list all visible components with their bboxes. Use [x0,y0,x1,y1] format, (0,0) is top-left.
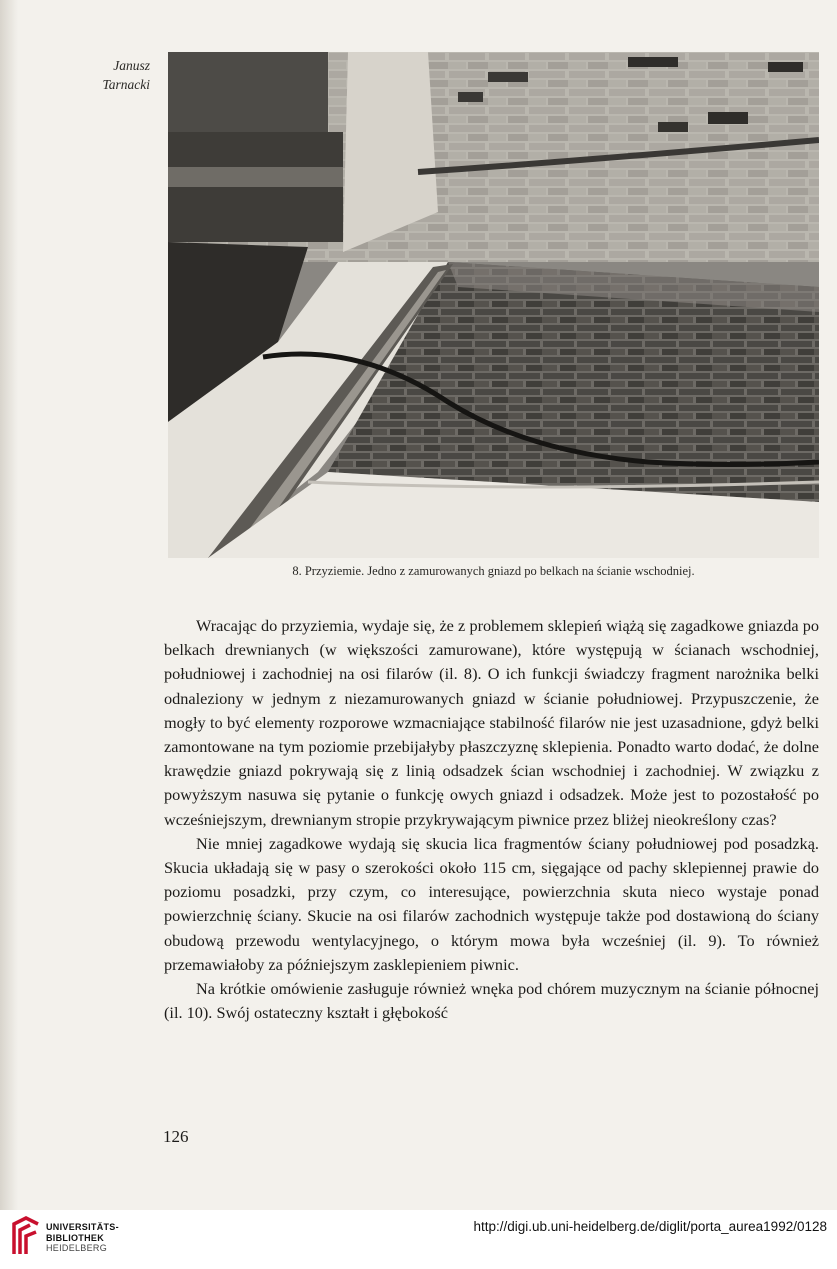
author-last-name: Tarnacki [102,77,150,92]
figure-photograph [168,52,819,558]
paragraph: Wracając do przyziemia, wydaje się, że z problemem sklepień wiążą się zagadkowe gniazda po belkach drewnianych (w większości zamurowane), które występują w ścianach wschodniej, południowej i zachodniej na osi filarów (il. 8). O ich funkcji świadczy fragment narożnika belki odnaleziony w jednym z niezamurowanych gniazd w ścianie południowej. Przypuszczenie, że mogły to być elementy rozporowe wzmacniające stabilność filarów nie jest uzasadnione, gdyż belki zamontowane na tym poziomie przebijałyby płaszczyznę sklepienia. Ponadto warto dodać, że dolne krawędzie gniazd pokrywają się z linią odsadzek ścian wschodniej i zachodniej. W związku z powyższym nasuwa się pytanie o funkcję owych gniazd i odsadzek. Może jest to pozostałość po wcześniejszym, drewnianym stropie przykrywającym piwnice przez bliżej nieokreślony czas? [164,616,819,829]
institution-name [46,1222,119,1254]
institution-line: UNIVERSITÄTS- [46,1222,119,1232]
source-url-link[interactable]: http://digi.ub.uni-heidelberg.de/diglit/porta_aurea1992/0128 [473,1219,827,1234]
basement-wall-photo [168,52,819,558]
paragraph: Nie mniej zagadkowe wydają się skucia lica fragmentów ściany południowej pod posadzką. Skucia układają się w pasy o szerokości około 115 cm, sięgające od pachy sklepiennej prawie do poziomu posadzki, przy czym, co interesujące, powierzchnia skuta nieco wystaje ponad powierzchnię ściany. Skucie na osi filarów zachodnich występuje także pod dostawioną do ściany obudową przewodu wentylacyjnego, o którym mowa była wcześniej (il. 9). To również przemawiałoby za późniejszym zasklepieniem piwnic. [164,833,819,974]
author-first-name: Janusz [113,58,150,73]
body-text [164,614,819,1025]
page-gutter-shadow [0,0,18,1210]
institution-line: HEIDELBERG [46,1243,108,1253]
institution-line: BIBLIOTHEK [46,1232,104,1243]
paragraph: Na krótkie omówienie zasługuje również wnęka pod chórem muzycznym na ścianie północnej (il. 10). Swój ostateczny kształt i głębokość [164,979,819,1023]
running-head-author [70,56,150,94]
university-library-logo-icon [10,1216,42,1256]
page-number: 126 [163,1127,189,1146]
figure-caption: 8. Przyziemie. Jedno z zamurowanych gniazd po belkach na ścianie wschodniej. [292,564,695,578]
